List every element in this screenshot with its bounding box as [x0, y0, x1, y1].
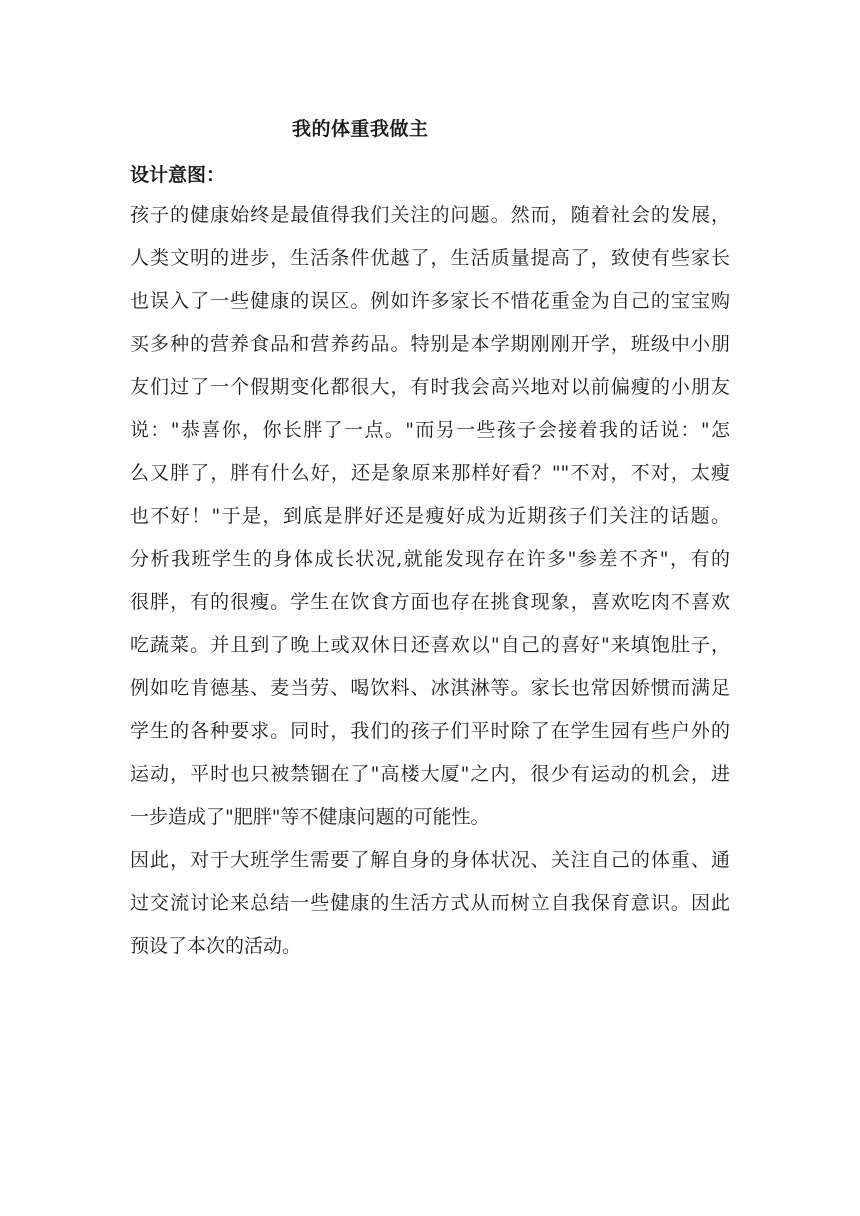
body-line: 预设了本次的活动。 — [130, 935, 302, 957]
document-title: 我的体重我做主 — [292, 118, 429, 140]
body-line: 孩子的健康始终是最值得我们关注的问题。然而，随着社会的发展， — [130, 204, 730, 226]
section-heading: 设计意图： — [130, 164, 226, 186]
body-line: 么又胖了，胖有什么好，还是象原来那样好看？""不对，不对，太瘦 — [130, 462, 730, 484]
body-line: 吃蔬菜。并且到了晚上或双休日还喜欢以"自己的喜好"来填饱肚子， — [130, 634, 730, 656]
body-line: 也误入了一些健康的误区。例如许多家长不惜花重金为自己的宝宝购 — [130, 290, 730, 312]
body-line: 也不好！"于是，到底是胖好还是瘦好成为近期孩子们关注的话题。 — [130, 505, 730, 527]
body-line: 运动，平时也只被禁锢在了"高楼大厦"之内，很少有运动的机会，进 — [130, 763, 730, 785]
body-line: 买多种的营养食品和营养药品。特别是本学期刚刚开学，班级中小朋 — [130, 333, 730, 355]
body-line: 说："恭喜你，你长胖了一点。"而另一些孩子会接着我的话说："怎 — [130, 419, 730, 441]
body-line: 一步造成了"肥胖"等不健康问题的可能性。 — [130, 806, 490, 828]
body-line: 例如吃肯德基、麦当劳、喝饮料、冰淇淋等。家长也常因娇惯而满足 — [130, 677, 730, 699]
body-line: 人类文明的进步，生活条件优越了，生活质量提高了，致使有些家长 — [130, 247, 730, 269]
body-line: 分析我班学生的身体成长状况,就能发现存在许多"参差不齐"，有的 — [130, 548, 730, 570]
body-line: 过交流讨论来总结一些健康的生活方式从而树立自我保育意识。因此 — [130, 892, 730, 914]
body-line: 友们过了一个假期变化都很大，有时我会高兴地对以前偏瘦的小朋友 — [130, 376, 730, 398]
body-line: 很胖，有的很瘦。学生在饮食方面也存在挑食现象，喜欢吃肉不喜欢 — [130, 591, 730, 613]
body-line: 因此，对于大班学生需要了解自身的身体状况、关注自己的体重、通 — [130, 849, 730, 871]
body-line: 学生的各种要求。同时，我们的孩子们平时除了在学生园有些户外的 — [130, 720, 730, 742]
